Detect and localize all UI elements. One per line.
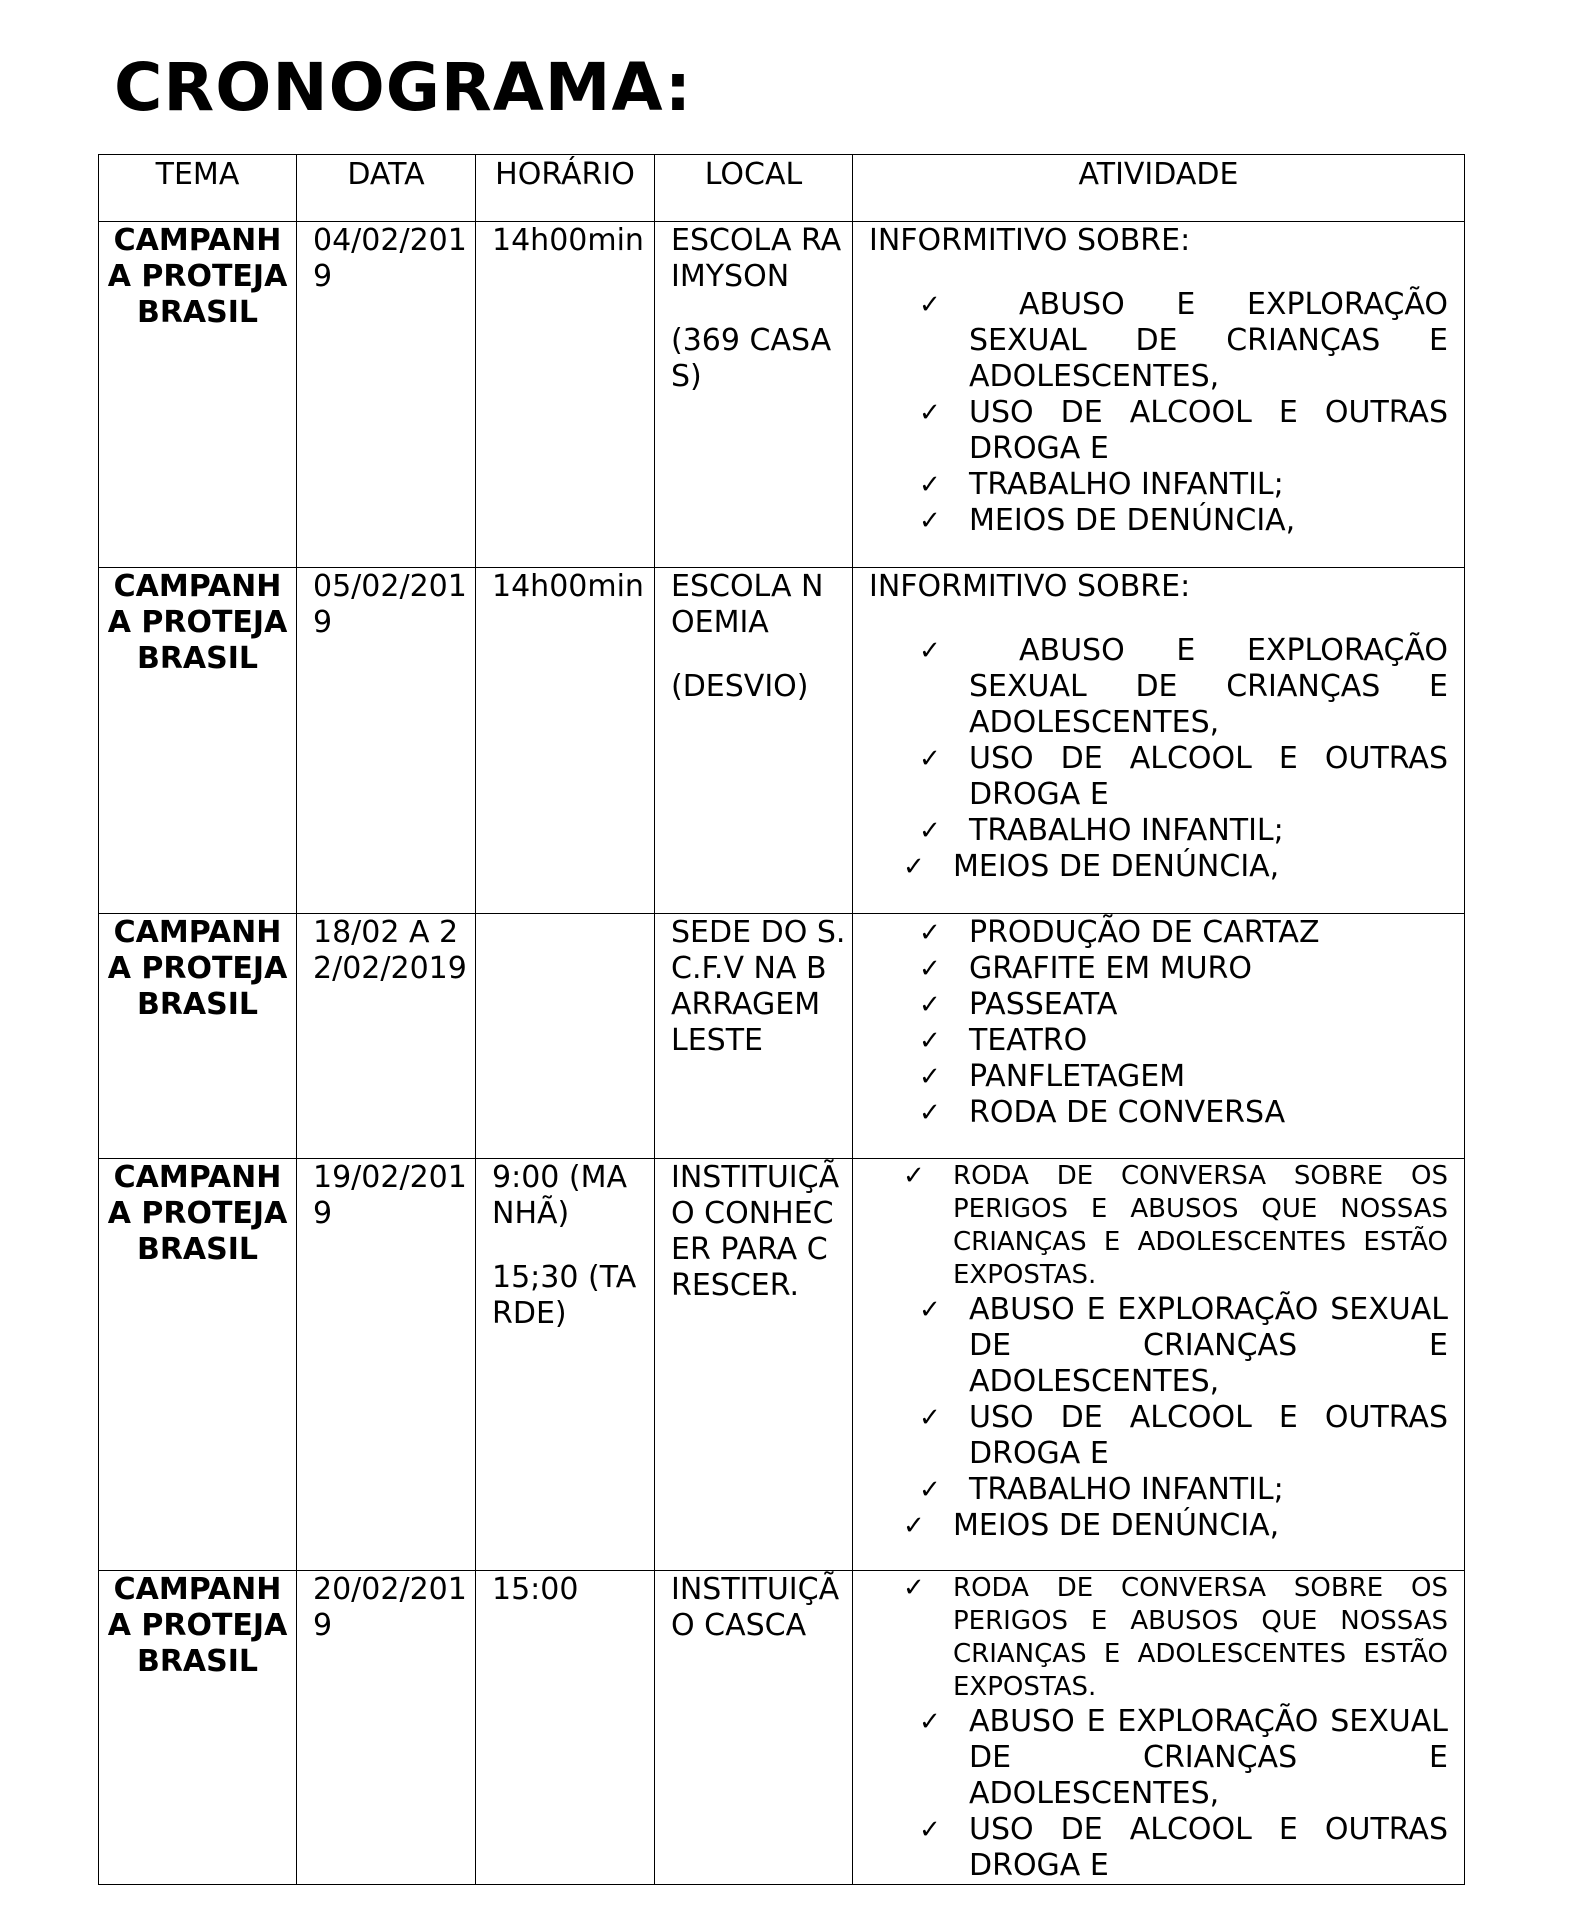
check-icon: ✓ xyxy=(919,954,941,984)
cell-horario xyxy=(476,568,655,914)
list-item xyxy=(869,1095,1448,1131)
atividade-intro: INFORMITIVO SOBRE: xyxy=(869,223,1191,258)
list-item xyxy=(869,1292,1448,1400)
list-item-text: USO DE ALCOOL E OUTRAS DROGA E xyxy=(969,1812,1448,1883)
check-icon: ✓ xyxy=(903,1573,925,1603)
cell-tema: CAMPANHA PROTEJA BRASIL xyxy=(99,568,297,914)
cell-atividade xyxy=(853,914,1465,1159)
local-text: ESCOLA RAIMYSON xyxy=(671,223,842,294)
atividade-list xyxy=(869,633,1448,885)
check-icon: ✓ xyxy=(919,1026,941,1056)
list-item-text: USO DE ALCOOL E OUTRAS DROGA E xyxy=(969,741,1448,812)
list-item-text: PASSEATA xyxy=(969,987,1118,1022)
list-item-text: TRABALHO INFANTIL; xyxy=(969,1472,1284,1507)
list-item xyxy=(869,287,1448,395)
local-text: (369 CASAS) xyxy=(671,323,832,394)
cell-atividade xyxy=(853,1159,1465,1571)
list-item xyxy=(869,633,1448,741)
table-row xyxy=(99,1571,1465,1885)
check-icon: ✓ xyxy=(919,1475,941,1505)
check-icon: ✓ xyxy=(919,1403,941,1433)
check-icon: ✓ xyxy=(919,636,941,666)
list-item xyxy=(869,1704,1448,1812)
table-header-row xyxy=(99,155,1465,222)
header-local: LOCAL xyxy=(655,155,853,222)
table-row xyxy=(99,222,1465,568)
list-item-text: TRABALHO INFANTIL; xyxy=(969,813,1284,848)
local-text: SEDE DO S.C.F.V NA BARRAGEM LESTE xyxy=(671,915,846,1058)
list-item-text: PRODUÇÃO DE CARTAZ xyxy=(969,915,1320,950)
list-item-text: MEIOS DE DENÚNCIA, xyxy=(969,503,1296,538)
check-icon: ✓ xyxy=(919,1815,941,1845)
list-item-text: USO DE ALCOOL E OUTRAS DROGA E xyxy=(969,395,1448,466)
cell-data: 05/02/2019 xyxy=(297,568,476,914)
list-item-text: RODA DE CONVERSA SOBRE OS PERIGOS E ABUSOS QUE NOSSAS CRIANÇAS E ADOLESCENTES ESTÃO EXPOSTAS. xyxy=(953,1573,1448,1702)
check-icon: ✓ xyxy=(919,470,941,500)
cell-tema: CAMPANHA PROTEJA BRASIL xyxy=(99,914,297,1159)
list-item xyxy=(869,813,1448,849)
local-text: (DESVIO) xyxy=(671,669,809,704)
cell-tema: CAMPANHA PROTEJA BRASIL xyxy=(99,1571,297,1885)
list-item-text: MEIOS DE DENÚNCIA, xyxy=(953,849,1280,884)
atividade-list xyxy=(869,287,1448,539)
check-icon: ✓ xyxy=(903,852,925,882)
list-item xyxy=(869,987,1448,1023)
list-item xyxy=(869,915,1448,951)
list-item xyxy=(869,1812,1448,1884)
atividade-list xyxy=(869,1572,1448,1884)
list-item xyxy=(869,849,1448,885)
list-item-text: TRABALHO INFANTIL; xyxy=(969,467,1284,502)
list-item xyxy=(869,467,1448,503)
check-icon: ✓ xyxy=(919,1098,941,1128)
page-title: CRONOGRAMA: xyxy=(114,49,693,126)
schedule-table xyxy=(98,154,1465,1885)
cell-data: 20/02/2019 xyxy=(297,1571,476,1885)
table-row xyxy=(99,1159,1465,1571)
horario-text: 14h00min xyxy=(492,569,644,604)
atividade-list xyxy=(869,915,1448,1131)
cell-local xyxy=(655,1571,853,1885)
cell-local xyxy=(655,1159,853,1571)
horario-text: 15:00 xyxy=(492,1572,579,1607)
list-item xyxy=(869,951,1448,987)
list-item-text: RODA DE CONVERSA SOBRE OS PERIGOS E ABUSOS QUE NOSSAS CRIANÇAS E ADOLESCENTES ESTÃO EXPOSTAS. xyxy=(953,1161,1448,1290)
list-item-text: ABUSO E EXPLORAÇÃO SEXUAL DE CRIANÇAS E ADOLESCENTES, xyxy=(969,633,1448,740)
check-icon: ✓ xyxy=(919,1062,941,1092)
list-item xyxy=(869,741,1448,813)
local-text: INSTITUIÇÃO CASCA xyxy=(671,1572,840,1643)
list-item-text: RODA DE CONVERSA xyxy=(969,1095,1286,1130)
list-item xyxy=(869,1160,1448,1292)
local-text: INSTITUIÇÃO CONHECER PARA CRESCER. xyxy=(671,1160,840,1303)
horario-text: 9:00 (MANHÃ) xyxy=(492,1160,628,1231)
list-item-text: USO DE ALCOOL E OUTRAS DROGA E xyxy=(969,1400,1448,1471)
cell-data: 18/02 A 22/02/2019 xyxy=(297,914,476,1159)
check-icon: ✓ xyxy=(919,1295,941,1325)
list-item xyxy=(869,1059,1448,1095)
table-row xyxy=(99,914,1465,1159)
check-icon: ✓ xyxy=(903,1511,925,1541)
list-item-text: ABUSO E EXPLORAÇÃO SEXUAL DE CRIANÇAS E ADOLESCENTES, xyxy=(969,287,1448,394)
list-item-text: GRAFITE EM MURO xyxy=(969,951,1252,986)
list-item xyxy=(869,395,1448,467)
check-icon: ✓ xyxy=(919,1707,941,1737)
list-item xyxy=(869,1023,1448,1059)
cell-tema: CAMPANHA PROTEJA BRASIL xyxy=(99,1159,297,1571)
horario-text: 15;30 (TARDE) xyxy=(492,1260,637,1331)
list-item xyxy=(869,1572,1448,1704)
cell-data: 04/02/2019 xyxy=(297,222,476,568)
list-item-text: ABUSO E EXPLORAÇÃO SEXUAL DE CRIANÇAS E ADOLESCENTES, xyxy=(969,1292,1448,1399)
list-item xyxy=(869,1472,1448,1508)
cell-local xyxy=(655,222,853,568)
list-item-text: ABUSO E EXPLORAÇÃO SEXUAL DE CRIANÇAS E ADOLESCENTES, xyxy=(969,1704,1448,1811)
check-icon: ✓ xyxy=(919,744,941,774)
header-tema: TEMA xyxy=(99,155,297,222)
list-item-text: MEIOS DE DENÚNCIA, xyxy=(953,1508,1280,1543)
local-text: ESCOLA NOEMIA xyxy=(671,569,824,640)
atividade-intro: INFORMITIVO SOBRE: xyxy=(869,569,1191,604)
cell-local xyxy=(655,568,853,914)
check-icon: ✓ xyxy=(919,290,941,320)
cell-local xyxy=(655,914,853,1159)
list-item xyxy=(869,503,1448,539)
cell-tema: CAMPANHA PROTEJA BRASIL xyxy=(99,222,297,568)
check-icon: ✓ xyxy=(903,1161,925,1191)
cell-atividade xyxy=(853,568,1465,914)
list-item-text: TEATRO xyxy=(969,1023,1088,1058)
cell-atividade xyxy=(853,1571,1465,1885)
header-data: DATA xyxy=(297,155,476,222)
check-icon: ✓ xyxy=(919,398,941,428)
table-row xyxy=(99,568,1465,914)
check-icon: ✓ xyxy=(919,816,941,846)
list-item-text: PANFLETAGEM xyxy=(969,1059,1186,1094)
cell-horario xyxy=(476,914,655,1159)
cell-data: 19/02/2019 xyxy=(297,1159,476,1571)
cell-horario xyxy=(476,1159,655,1571)
check-icon: ✓ xyxy=(919,506,941,536)
cell-horario xyxy=(476,1571,655,1885)
header-horario: HORÁRIO xyxy=(476,155,655,222)
list-item xyxy=(869,1400,1448,1472)
horario-text: 14h00min xyxy=(492,223,644,258)
atividade-list xyxy=(869,1160,1448,1544)
list-item xyxy=(869,1508,1448,1544)
check-icon: ✓ xyxy=(919,990,941,1020)
check-icon: ✓ xyxy=(919,918,941,948)
header-atividade: ATIVIDADE xyxy=(853,155,1465,222)
cell-horario xyxy=(476,222,655,568)
cell-atividade xyxy=(853,222,1465,568)
